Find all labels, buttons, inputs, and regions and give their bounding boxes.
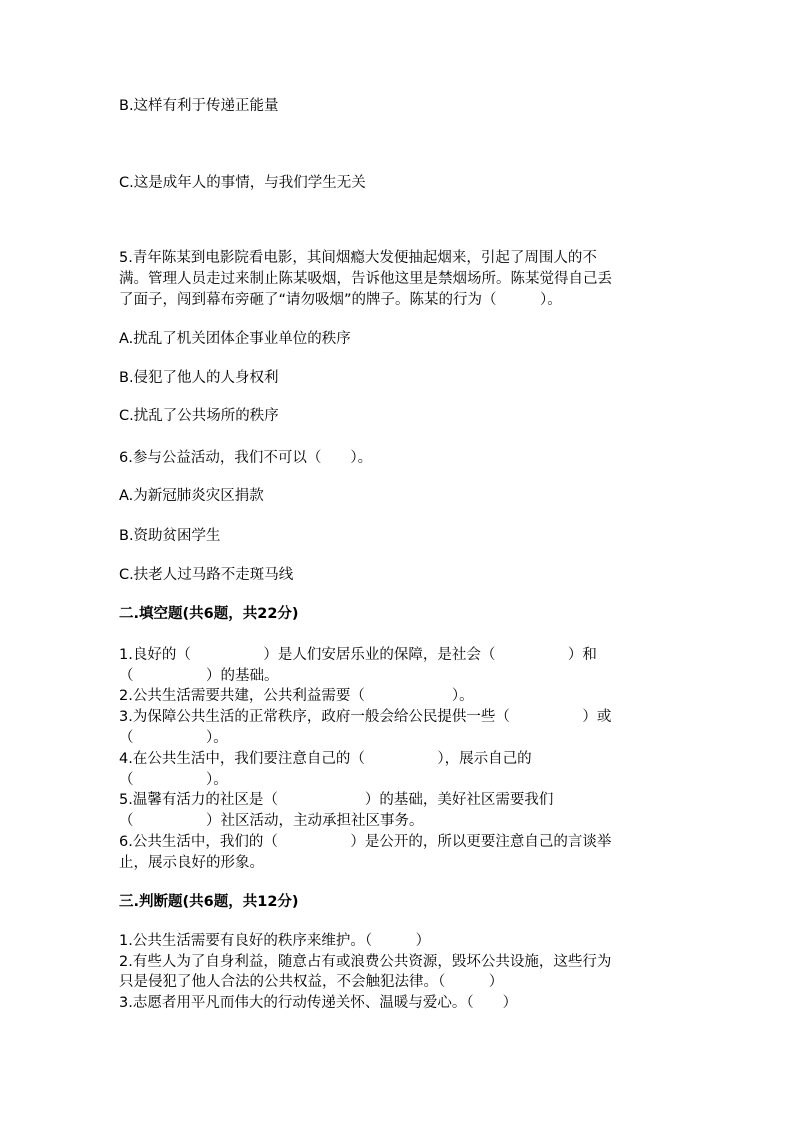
fill-q2: 2.公共生活需要共建，公共利益需要（ ）。 [119, 688, 474, 704]
judge-q2-line-2: 只是侵犯了他人合法的公共权益，不会触犯法律。（ ） [119, 974, 504, 990]
q5-option-a: A.扰乱了机关团体企事业单位的秩序 [119, 331, 351, 347]
fill-q1-line-1: 1.良好的（ ）是人们安居乐业的保障，是社会（ ）和 [119, 647, 597, 663]
q5-stem-line-3: 了面子，闯到幕布旁砸了“请勿吸烟”的牌子。陈某的行为（ ）。 [119, 292, 562, 308]
fill-q4-line-1: 4.在公共生活中，我们要注意自己的（ ），展示自己的 [119, 751, 532, 767]
q6-option-b: B.资助贫困学生 [119, 528, 221, 544]
fill-q1-line-2: （ ）的基础。 [119, 668, 279, 684]
exam-page [119, 0, 679, 1123]
fill-q5-line-1: 5.温馨有活力的社区是（ ）的基础，美好社区需要我们 [119, 792, 554, 808]
fill-q3-line-1: 3.为保障公共生活的正常秩序，政府一般会给公民提供一些（ ）或 [119, 709, 612, 725]
section-3-title: 三.判断题(共6题，共12分) [119, 894, 299, 910]
q6-stem: 6.参与公益活动，我们不可以（ ）。 [119, 450, 373, 466]
q5-stem-line-2: 满。管理人员走过来制止陈某吸烟，告诉他这里是禁烟场所。陈某觉得自己丢 [119, 271, 612, 287]
fill-q3-line-2: （ ）。 [119, 730, 228, 746]
q5-option-b: B.侵犯了他人的人身权利 [119, 370, 279, 386]
q4-option-c: C.这是成年人的事情，与我们学生无关 [119, 175, 366, 191]
fill-q6-line-1: 6.公共生活中，我们的（ ）是公开的，所以更要注意自己的言谈举 [119, 834, 612, 850]
fill-q4-line-2: （ ）。 [119, 772, 228, 788]
section-2-title: 二.填空题(共6题，共22分) [119, 606, 299, 622]
q6-option-a: A.为新冠肺炎灾区捐款 [119, 488, 264, 504]
q6-option-c: C.扶老人过马路不走斑马线 [119, 567, 294, 583]
q4-option-b: B.这样有利于传递正能量 [119, 98, 279, 114]
judge-q2-line-1: 2.有些人为了自身利益，随意占有或浪费公共资源，毁坏公共设施，这些行为 [119, 954, 612, 970]
q5-stem-line-1: 5.青年陈某到电影院看电影，其间烟瘾大发便抽起烟来，引起了周围人的不 [119, 250, 597, 266]
fill-q6-line-2: 止，展示良好的形象。 [119, 855, 264, 871]
fill-q5-line-2: （ ）社区活动，主动承担社区事务。 [119, 813, 424, 829]
judge-q3: 3.志愿者用平凡而伟大的行动传递关怀、温暖与爱心。（ ） [119, 995, 518, 1011]
judge-q1: 1.公共生活需要有良好的秩序来维护。（ ） [119, 933, 431, 949]
q5-option-c: C.扰乱了公共场所的秩序 [119, 408, 279, 424]
